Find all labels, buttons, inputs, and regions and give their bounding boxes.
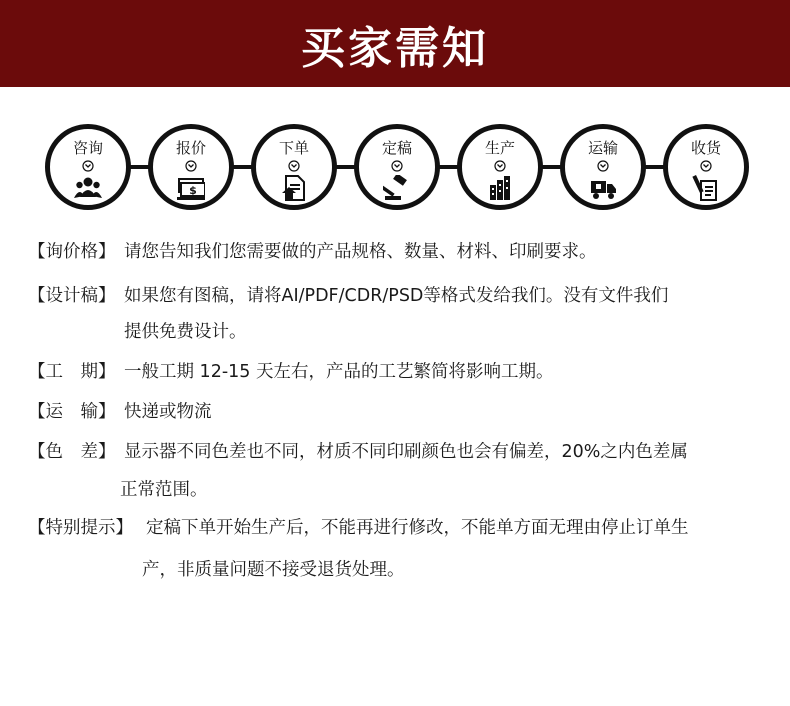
note-text: 快递或物流	[124, 402, 212, 422]
step-label: 下单	[278, 139, 309, 157]
process-steps	[0, 124, 790, 214]
sign-receipt-icon	[692, 175, 720, 201]
chevron-down-icon	[288, 160, 300, 172]
note-key: 【色 差】	[28, 442, 116, 462]
step-finalize	[354, 124, 440, 210]
step-label: 咨询	[72, 139, 103, 157]
note-text: 显示器不同色差也不同，材质不同印刷颜色也会有偏差，20%之内色差属	[124, 442, 688, 462]
money-icon	[177, 175, 205, 201]
step-production	[457, 124, 543, 210]
step-consult	[45, 124, 131, 210]
step-label: 生产	[484, 139, 515, 157]
chevron-down-icon	[82, 160, 94, 172]
step-label: 定稿	[381, 139, 412, 157]
truck-icon	[589, 175, 617, 201]
chevron-down-icon	[494, 160, 506, 172]
step-order	[251, 124, 337, 210]
note-text: 如果您有图稿，请将AI/PDF/CDR/PSD等格式发给我们。没有文件我们	[124, 286, 669, 306]
note-key: 【询价格】	[28, 242, 116, 262]
step-label: 收货	[690, 139, 721, 157]
note-key: 【运 输】	[28, 402, 116, 422]
page-title: 买家需知	[301, 22, 489, 74]
header-banner	[0, 0, 790, 87]
step-label: 报价	[175, 139, 206, 157]
note-text: 产，非质量问题不接受退货处理。	[142, 560, 405, 580]
svg-text:$: $	[189, 184, 197, 197]
people-icon	[74, 175, 102, 201]
order-document-icon	[280, 175, 308, 201]
note-key: 【特别提示】	[28, 518, 133, 538]
step-receive	[663, 124, 749, 210]
step-quote	[148, 124, 234, 210]
step-label: 运输	[587, 139, 618, 157]
note-text: 正常范围。	[120, 480, 208, 500]
note-key: 【设计稿】	[28, 286, 116, 306]
note-key: 【工 期】	[28, 362, 116, 382]
chevron-down-icon	[597, 160, 609, 172]
chevron-down-icon	[185, 160, 197, 172]
chevron-down-icon	[391, 160, 403, 172]
note-text: 提供免费设计。	[124, 322, 247, 342]
step-shipping	[560, 124, 646, 210]
gavel-icon	[383, 175, 411, 201]
note-text: 请您告知我们您需要做的产品规格、数量、材料、印刷要求。	[124, 242, 597, 262]
chevron-down-icon	[700, 160, 712, 172]
factory-icon	[486, 175, 514, 201]
note-text: 一般工期 12-15 天左右，产品的工艺繁简将影响工期。	[124, 362, 554, 382]
note-text: 定稿下单开始生产后，不能再进行修改，不能单方面无理由停止订单生	[146, 518, 689, 538]
